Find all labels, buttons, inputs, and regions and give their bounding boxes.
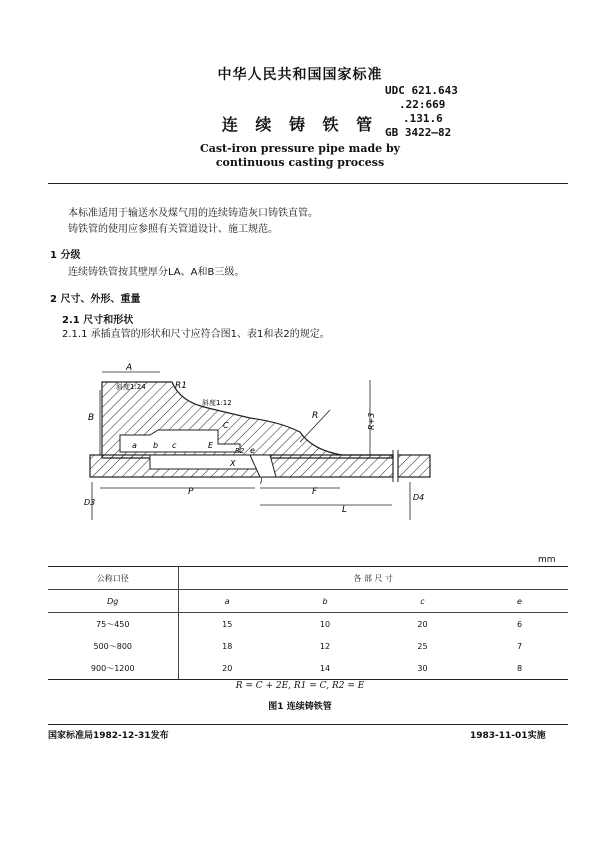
label-A: A xyxy=(126,363,133,373)
figure-1-drawing xyxy=(80,360,440,540)
label-a: a xyxy=(132,441,137,450)
table-unit: mm xyxy=(538,555,556,565)
table-row xyxy=(48,635,568,657)
gb-number: GB 3422—82 xyxy=(385,126,452,139)
cell-a: 15 xyxy=(222,619,233,629)
cell-a: 20 xyxy=(178,657,276,680)
header-dimensions: 各 部 尺 寸 xyxy=(178,567,568,590)
spigot-insert xyxy=(150,455,262,469)
udc-line-2: .22:669 xyxy=(399,98,446,111)
cell-e: 8 xyxy=(471,657,568,680)
standard-title-english xyxy=(0,142,600,170)
label-R-plus-3: R+3 xyxy=(367,412,376,430)
cell-b: 12 xyxy=(319,641,331,651)
label-F: F xyxy=(312,487,318,497)
effective-date: 1983-11-01实施 xyxy=(470,731,546,741)
spigot-wall-end xyxy=(398,455,430,477)
label-P: P xyxy=(188,487,194,497)
section-1-heading: 1 分级 xyxy=(50,250,81,261)
label-b: b xyxy=(153,441,159,450)
table-row xyxy=(48,613,568,636)
label-X: X xyxy=(230,459,236,468)
cell-c: 25 xyxy=(417,641,428,651)
dimension-table xyxy=(48,566,568,680)
label-slope-24: 斜度1:24 xyxy=(116,383,146,391)
top-divider xyxy=(48,183,568,184)
label-C: C xyxy=(223,421,229,430)
cell-b: 14 xyxy=(276,657,374,680)
figure-caption: 图1 连续铸铁管 xyxy=(268,702,332,712)
table-header-row xyxy=(48,567,568,590)
cell-dg: 900～1200 xyxy=(48,657,178,680)
subheader-dg: Dg xyxy=(48,590,178,613)
cell-a: 18 xyxy=(222,641,233,651)
label-R1: R1 xyxy=(175,381,187,391)
label-B: B xyxy=(88,413,95,423)
cell-e: 7 xyxy=(516,641,523,651)
issue-date: 国家标准局1982-12-31发布 xyxy=(48,731,169,741)
label-slope-12: 斜度1:12 xyxy=(202,399,232,407)
subheader-b: b xyxy=(276,590,374,613)
label-l: l xyxy=(260,477,263,486)
label-c: c xyxy=(172,441,177,450)
issuing-body-title: 中华人民共和国国家标准 xyxy=(217,67,383,83)
cell-dg: 500～800 xyxy=(48,635,178,657)
cell-c: 20 xyxy=(417,619,428,629)
intro-paragraph-2: 铸铁管的使用应参照有关管道设计、施工规范。 xyxy=(68,224,278,235)
title-english-line-2: continuous casting process xyxy=(215,156,385,169)
section-2-heading: 2 尺寸、外形、重量 xyxy=(50,294,141,305)
table-subheader-row xyxy=(48,590,568,613)
label-e: e xyxy=(250,446,255,455)
section-2-1-heading: 2.1 尺寸和形状 xyxy=(62,315,134,326)
cell-b: 10 xyxy=(319,619,331,629)
subheader-e: e xyxy=(471,590,568,613)
subheader-a: a xyxy=(178,590,276,613)
label-R2: R2 xyxy=(235,447,245,455)
figure-formula: R = C + 2E, R1 = C, R2 = E xyxy=(235,681,365,691)
label-E: E xyxy=(208,441,214,450)
title-english-line-1: Cast-iron pressure pipe made by xyxy=(199,142,401,155)
section-2-1-1-text: 2.1.1 承插直管的形状和尺寸应符合图1、表1和表2的规定。 xyxy=(62,329,330,340)
intro-paragraph-1: 本标准适用于输送水及煤气用的连续铸造灰口铸铁直管。 xyxy=(68,208,318,219)
standard-title-chinese: 连 续 铸 铁 管 xyxy=(221,115,379,134)
udc-line-3: .131.6 xyxy=(403,112,443,125)
udc-line-1: UDC 621.643 xyxy=(385,84,458,97)
label-D4: D4 xyxy=(413,493,425,502)
section-1-text: 连续铸铁管按其壁厚分LA、A和B三级。 xyxy=(68,267,245,278)
subheader-c: c xyxy=(374,590,471,613)
label-L: L xyxy=(342,505,348,515)
header-nominal-diameter: 公称口径 xyxy=(48,567,178,590)
cell-dg: 75～450 xyxy=(48,613,178,636)
cell-e: 6 xyxy=(516,619,523,629)
label-D3: D3 xyxy=(84,498,96,507)
bottom-divider xyxy=(48,724,568,725)
cell-c: 30 xyxy=(374,657,471,680)
label-R: R xyxy=(312,411,319,421)
table-row xyxy=(48,657,568,680)
